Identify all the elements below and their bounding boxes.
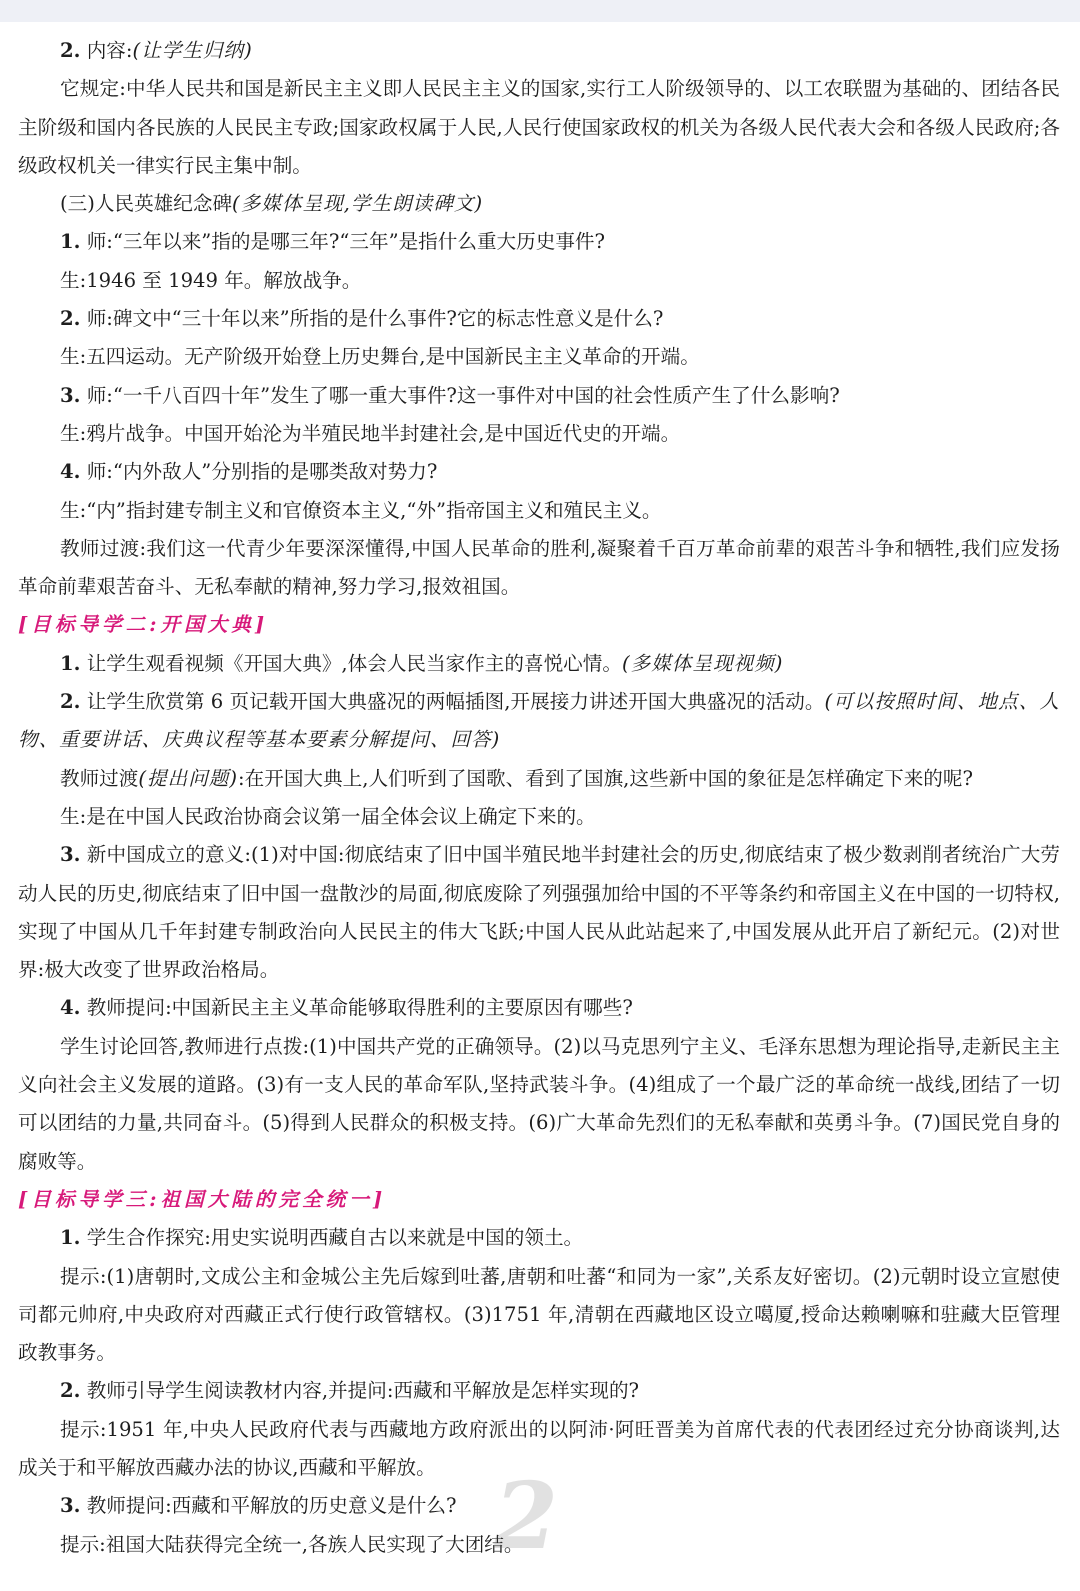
paragraph: 提示:祖国大陆获得完全统一,各族人民实现了大团结。 bbox=[60, 1532, 524, 1556]
item-number: 4. bbox=[60, 460, 81, 484]
paragraph bbox=[18, 683, 1060, 760]
item-number: 1. bbox=[60, 230, 81, 254]
paragraph bbox=[18, 377, 1060, 415]
paragraph-text: 师:“一千八百四十年”发生了哪一重大事件?这一事件对中国的社会性质产生了什么影响? bbox=[80, 383, 840, 407]
paragraph-text: 师:碑文中“三十年以来”所指的是什么事件?它的标志性意义是什么? bbox=[80, 307, 664, 331]
paragraph-text: 让学生欣赏第 6 页记载开国大典盛况的两幅插图,开展接力讲述开国大典盛况的活动。 bbox=[80, 690, 825, 714]
paragraph-text: 教师提问:中国新民主主义革命能够取得胜利的主要原因有哪些? bbox=[80, 996, 633, 1020]
section-heading: [目标导学三:祖国大陆的完全统一] bbox=[18, 1187, 387, 1211]
paragraph bbox=[18, 453, 1060, 491]
paragraph bbox=[18, 836, 1060, 989]
paragraph-text: 师:“三年以来”指的是哪三年?“三年”是指什么重大历史事件? bbox=[80, 230, 606, 254]
item-number: 3. bbox=[60, 1494, 81, 1518]
paragraph: 生:五四运动。无产阶级开始登上历史舞台,是中国新民主主义革命的开端。 bbox=[60, 345, 700, 369]
top-bar bbox=[0, 0, 1080, 22]
paragraph-note: (多媒体呈现视频) bbox=[621, 651, 784, 675]
paragraph bbox=[18, 1372, 1060, 1410]
page-number-watermark: 2 bbox=[494, 1462, 559, 1570]
item-number: 2. bbox=[60, 690, 81, 714]
item-number: 2. bbox=[60, 307, 81, 331]
paragraph: 提示:1951 年,中央人民政府代表与西藏地方政府派出的以阿沛·阿旺晋美为首席代表的代表团经过充分协商谈判,达成关于和平解放西藏办法的协议,西藏和平解放。 bbox=[18, 1417, 1060, 1479]
paragraph bbox=[18, 645, 1060, 683]
paragraph: 它规定:中华人民共和国是新民主主义即人民民主主义的国家,实行工人阶级领导的、以工农联盟为基础的、团结各民主阶级和国内各民族的人民民主专政;国家政权属于人民,人民行使国家政权的机关为各级人民代表大会和各级人民政府;各级政权机关一律实行民主集中制。 bbox=[18, 77, 1060, 177]
item-number: 2. bbox=[60, 39, 81, 62]
paragraph-text: 教师引导学生阅读教材内容,并提问:西藏和平解放是怎样实现的? bbox=[80, 1379, 640, 1403]
item-number: 2. bbox=[60, 1379, 81, 1403]
paragraph: 生:1946 至 1949 年。解放战争。 bbox=[60, 268, 362, 292]
paragraph: 教师过渡:我们这一代青少年要深深懂得,中国人民革命的胜利,凝聚着千百万革命前辈的艰苦斗争和牺牲,我们应发扬革命前辈艰苦奋斗、无私奉献的精神,努力学习,报效祖国。 bbox=[18, 536, 1060, 599]
paragraph-text: 让学生观看视频《开国大典》,体会人民当家作主的喜悦心情。 bbox=[80, 651, 622, 675]
paragraph-text: 新中国成立的意义:(1)对中国:彻底结束了旧中国半殖民地半封建社会的历史,彻底结束了极少数剥削者统治广大劳动人民的历史,彻底结束了旧中国一盘散沙的局面,彻底废除了列强强加给中国的不平等条约和帝国主义在中国的一切特权,实现了中国从几千年封建专制政治向人民民主的伟大飞跃;中国人民从此站起来了,中国发展从此开启了新纪元。(2)对世界:极大改变了世界政治格局。 bbox=[18, 843, 1060, 982]
paragraph-note: (让学生归纳) bbox=[132, 39, 253, 62]
paragraph-note: (可以按照时间、地点、人物、重要讲话、庆典议程等基本要素分解提问、回答) bbox=[18, 690, 1060, 752]
paragraph: 生:鸦片战争。中国开始沦为半殖民地半封建社会,是中国近代史的开端。 bbox=[60, 421, 681, 445]
paragraph: 提示:(1)唐朝时,文成公主和金城公主先后嫁到吐蕃,唐朝和吐蕃“和同为一家”,关系友好密切。(2)元朝时设立宣慰使司都元帅府,中央政府对西藏正式行使行政管辖权。(3)1751 年,清朝在西藏地区设立噶厦,授命达赖喇嘛和驻藏大臣管理政教事务。 bbox=[18, 1264, 1060, 1365]
paragraph-note: (多媒体呈现,学生朗读碑文) bbox=[232, 192, 484, 216]
paragraph-text: 内容: bbox=[80, 39, 133, 62]
section-heading: [目标导学二:开国大典] bbox=[18, 613, 269, 637]
paragraph-text: 师:“内外敌人”分别指的是哪类敌对势力? bbox=[80, 460, 438, 484]
item-number: 3. bbox=[60, 843, 81, 867]
paragraph: 生:“内”指封建专制主义和官僚资本主义,“外”指帝国主义和殖民主义。 bbox=[60, 498, 662, 522]
item-number: 1. bbox=[60, 1226, 81, 1250]
item-number: 3. bbox=[60, 383, 81, 407]
paragraph bbox=[18, 185, 1060, 223]
paragraph-text: 学生合作探究:用史实说明西藏自古以来就是中国的领土。 bbox=[80, 1226, 584, 1250]
paragraph bbox=[18, 223, 1060, 261]
paragraph-text: (三)人民英雄纪念碑 bbox=[60, 192, 233, 216]
document-body bbox=[18, 32, 1060, 1570]
paragraph bbox=[18, 760, 1060, 798]
paragraph bbox=[18, 1219, 1060, 1257]
paragraph bbox=[18, 989, 1060, 1027]
paragraph-text: 教师提问:西藏和平解放的历史意义是什么? bbox=[80, 1494, 457, 1518]
paragraph-text: :在开国大典上,人们听到了国歌、看到了国旗,这些新中国的象征是怎样确定下来的呢? bbox=[238, 766, 973, 790]
paragraph: 生:是在中国人民政治协商会议第一届全体会议上确定下来的。 bbox=[60, 804, 596, 828]
paragraph: 学生讨论回答,教师进行点拨:(1)中国共产党的正确领导。(2)以马克思列宁主义、毛泽东思想为理论指导,走新民主主义向社会主义发展的道路。(3)有一支人民的革命军队,坚持武装斗争。(4)组成了一个最广泛的革命统一战线,团结了一切可以团结的力量,共同奋斗。(5)得到人民群众的积极支持。(6)广大革命先烈们的无私奉献和英勇斗争。(7)国民党自身的腐败等。 bbox=[18, 1034, 1060, 1173]
item-number: 4. bbox=[60, 996, 81, 1020]
paragraph bbox=[18, 300, 1060, 338]
item-number: 1. bbox=[60, 651, 81, 675]
paragraph-text: 教师过渡 bbox=[60, 766, 139, 790]
paragraph bbox=[18, 1487, 1060, 1525]
paragraph-note: (提出问题) bbox=[138, 766, 239, 790]
paragraph bbox=[18, 32, 1060, 70]
